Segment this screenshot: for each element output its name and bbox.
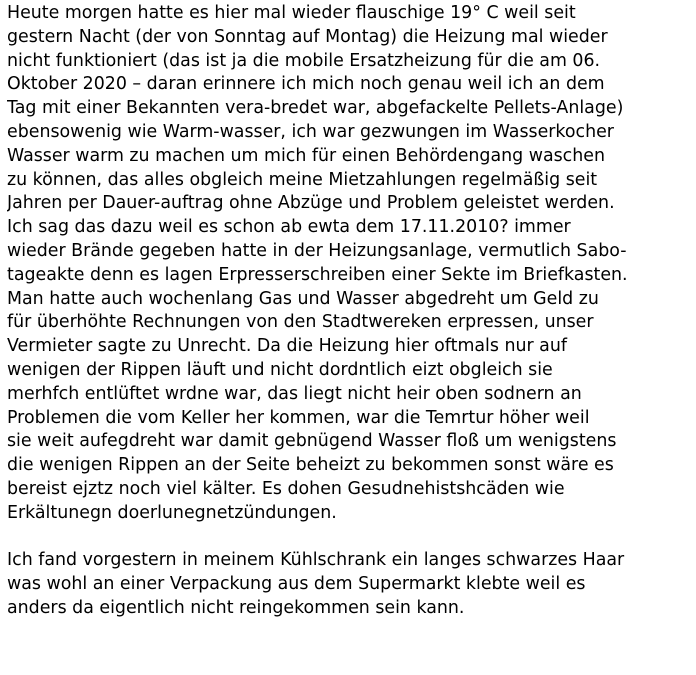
paragraph-1 — [7, 2, 690, 526]
text-line: Oktober 2020 – daran erinnere ich mich noch genau weil ich an dem — [7, 74, 605, 95]
text-line: die wenigen Rippen an der Seite beheizt zu bekommen sonst wäre es — [7, 455, 614, 476]
text-line: Erkältunegn doerlunegnetzündungen. — [7, 502, 337, 523]
text-line: was wohl an einer Verpackung aus dem Supermarkt klebte weil es — [7, 574, 586, 595]
text-line: sie weit aufegdreht war damit gebnügend Wasser floß um wenigstens — [7, 431, 617, 452]
text-line: Tag mit einer Bekannten vera-bredet war, abgefackelte Pellets-Anlage) — [7, 98, 624, 119]
text-line: ebensowenig wie Warm-wasser, ich war gezwungen im Wasserkocher — [7, 121, 614, 142]
text-line: Wasser warm zu machen um mich für einen Behördengang waschen — [7, 145, 605, 166]
text-line: merhfch entlüftet wrdne war, das liegt nicht heir oben sodnern an — [7, 383, 582, 404]
text-line: bereist ejztz noch viel kälter. Es dohen Gesudnehistshcäden wie — [7, 478, 565, 499]
text-line: zu können, das alles obgleich meine Mietzahlungen regelmäßig seit — [7, 169, 598, 190]
document-text — [7, 2, 690, 621]
text-line: nicht funktioniert (das ist ja die mobile Ersatzheizung für die am 06. — [7, 50, 601, 71]
text-line: für überhöhte Rechnungen von den Stadtwereken erpressen, unser — [7, 312, 594, 333]
text-line: Jahren per Dauer-auftrag ohne Abzüge und Problem geleistet werden. — [7, 193, 615, 214]
text-line: tageakte denn es lagen Erpresserschreiben einer Sekte im Briefkasten. — [7, 264, 628, 285]
text-line: Vermieter sagte zu Unrecht. Da die Heizung hier oftmals nur auf — [7, 336, 567, 357]
paragraph-2 — [7, 549, 690, 620]
text-line: gestern Nacht (der von Sonntag auf Montag) die Heizung mal wieder — [7, 26, 608, 47]
text-line: Ich sag das dazu weil es schon ab ewta dem 17.11.2010? immer — [7, 217, 571, 238]
text-line: anders da eigentlich nicht reingekommen sein kann. — [7, 597, 465, 618]
text-line: wenigen der Rippen läuft und nicht dordntlich eizt obgleich sie — [7, 359, 553, 380]
text-line: Ich fand vorgestern in meinem Kühlschrank ein langes schwarzes Haar — [7, 550, 625, 571]
text-line: Problemen die vom Keller her kommen, war die Temrtur höher weil — [7, 407, 590, 428]
text-line: wieder Brände gegeben hatte in der Heizungsanlage, vermutlich Sabo- — [7, 240, 627, 261]
text-line: Heute morgen hatte es hier mal wieder flauschige 19° C weil seit — [7, 3, 576, 23]
text-line: Man hatte auch wochenlang Gas und Wasser abgedreht um Geld zu — [7, 288, 599, 309]
paragraph-spacer — [7, 526, 690, 550]
